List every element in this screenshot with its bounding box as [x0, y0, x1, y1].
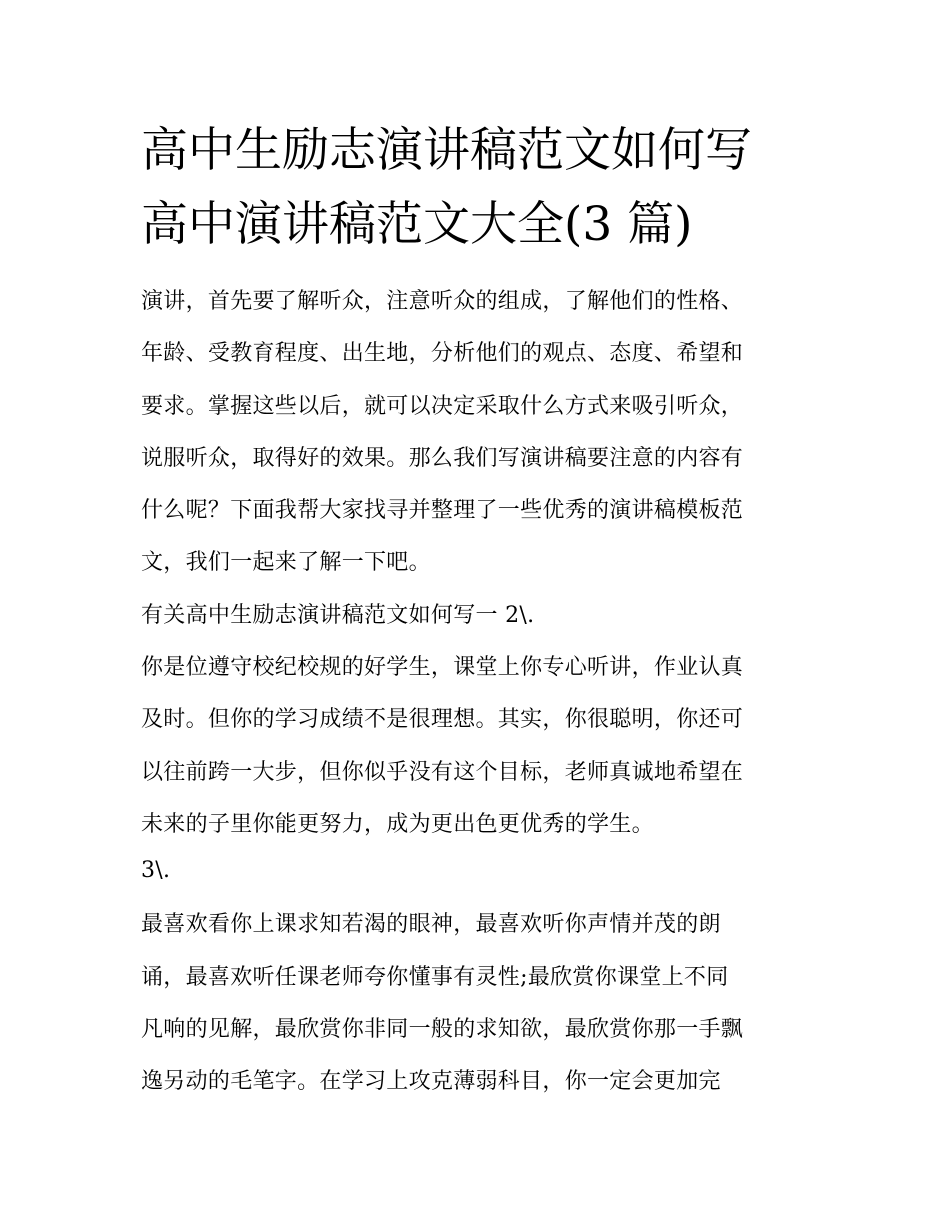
text-line: 说服听众，取得好的效果。那么我们写演讲稿要注意的内容有: [141, 445, 744, 471]
document-title: [141, 114, 813, 262]
title-line-1: 高中生励志演讲稿范文如何写: [141, 123, 752, 178]
text-line: 要求。掌握这些以后，就可以决定采取什么方式来吸引听众，: [141, 393, 744, 419]
paragraph-evaluation-2: [141, 642, 813, 851]
text-line: 什么呢？下面我帮大家找寻并整理了一些优秀的演讲稿模板范: [141, 498, 744, 524]
text-line: 年龄、受教育程度、出生地，分析他们的观点、态度、希望和: [141, 341, 744, 367]
text-line: 3\.: [141, 858, 171, 884]
text-line: 有关高中生励志演讲稿范文如何写一 2\.: [141, 602, 535, 628]
text-line: 逸另动的毛笔字。在学习上攻克薄弱科目，你一定会更加完: [141, 1069, 721, 1095]
title-line-2: 高中演讲稿范文大全(3 篇): [141, 197, 693, 252]
document-content: [141, 114, 813, 1108]
text-line: 文，我们一起来了解一下吧。: [141, 550, 431, 576]
text-line: 诵，最喜欢听任课老师夸你懂事有灵性;最欣赏你课堂上不同: [141, 964, 729, 990]
text-line: 及时。但你的学习成绩不是很理想。其实，你很聪明，你还可: [141, 707, 744, 733]
paragraph-number-3: [141, 851, 813, 891]
text-line: 最喜欢看你上课求知若渴的眼神，最喜欢听你声情并茂的朗: [141, 912, 721, 938]
text-line: 未来的子里你能更努力，成为更出色更优秀的学生。: [141, 811, 654, 837]
paragraph-heading: [141, 590, 813, 642]
text-line: 以往前跨一大步，但你似乎没有这个目标，老师真诚地希望在: [141, 759, 744, 785]
text-line: 你是位遵守校纪校规的好学生，课堂上你专心听讲，作业认真: [141, 655, 744, 681]
paragraph-intro: [141, 276, 813, 590]
paragraph-evaluation-3: [141, 899, 813, 1108]
text-line: 凡响的见解，最欣赏你非同一般的求知欲，最欣赏你那一手飘: [141, 1016, 744, 1042]
text-line: 演讲，首先要了解听众，注意听众的组成，了解他们的性格、: [141, 289, 744, 314]
document-body: [141, 276, 813, 1108]
